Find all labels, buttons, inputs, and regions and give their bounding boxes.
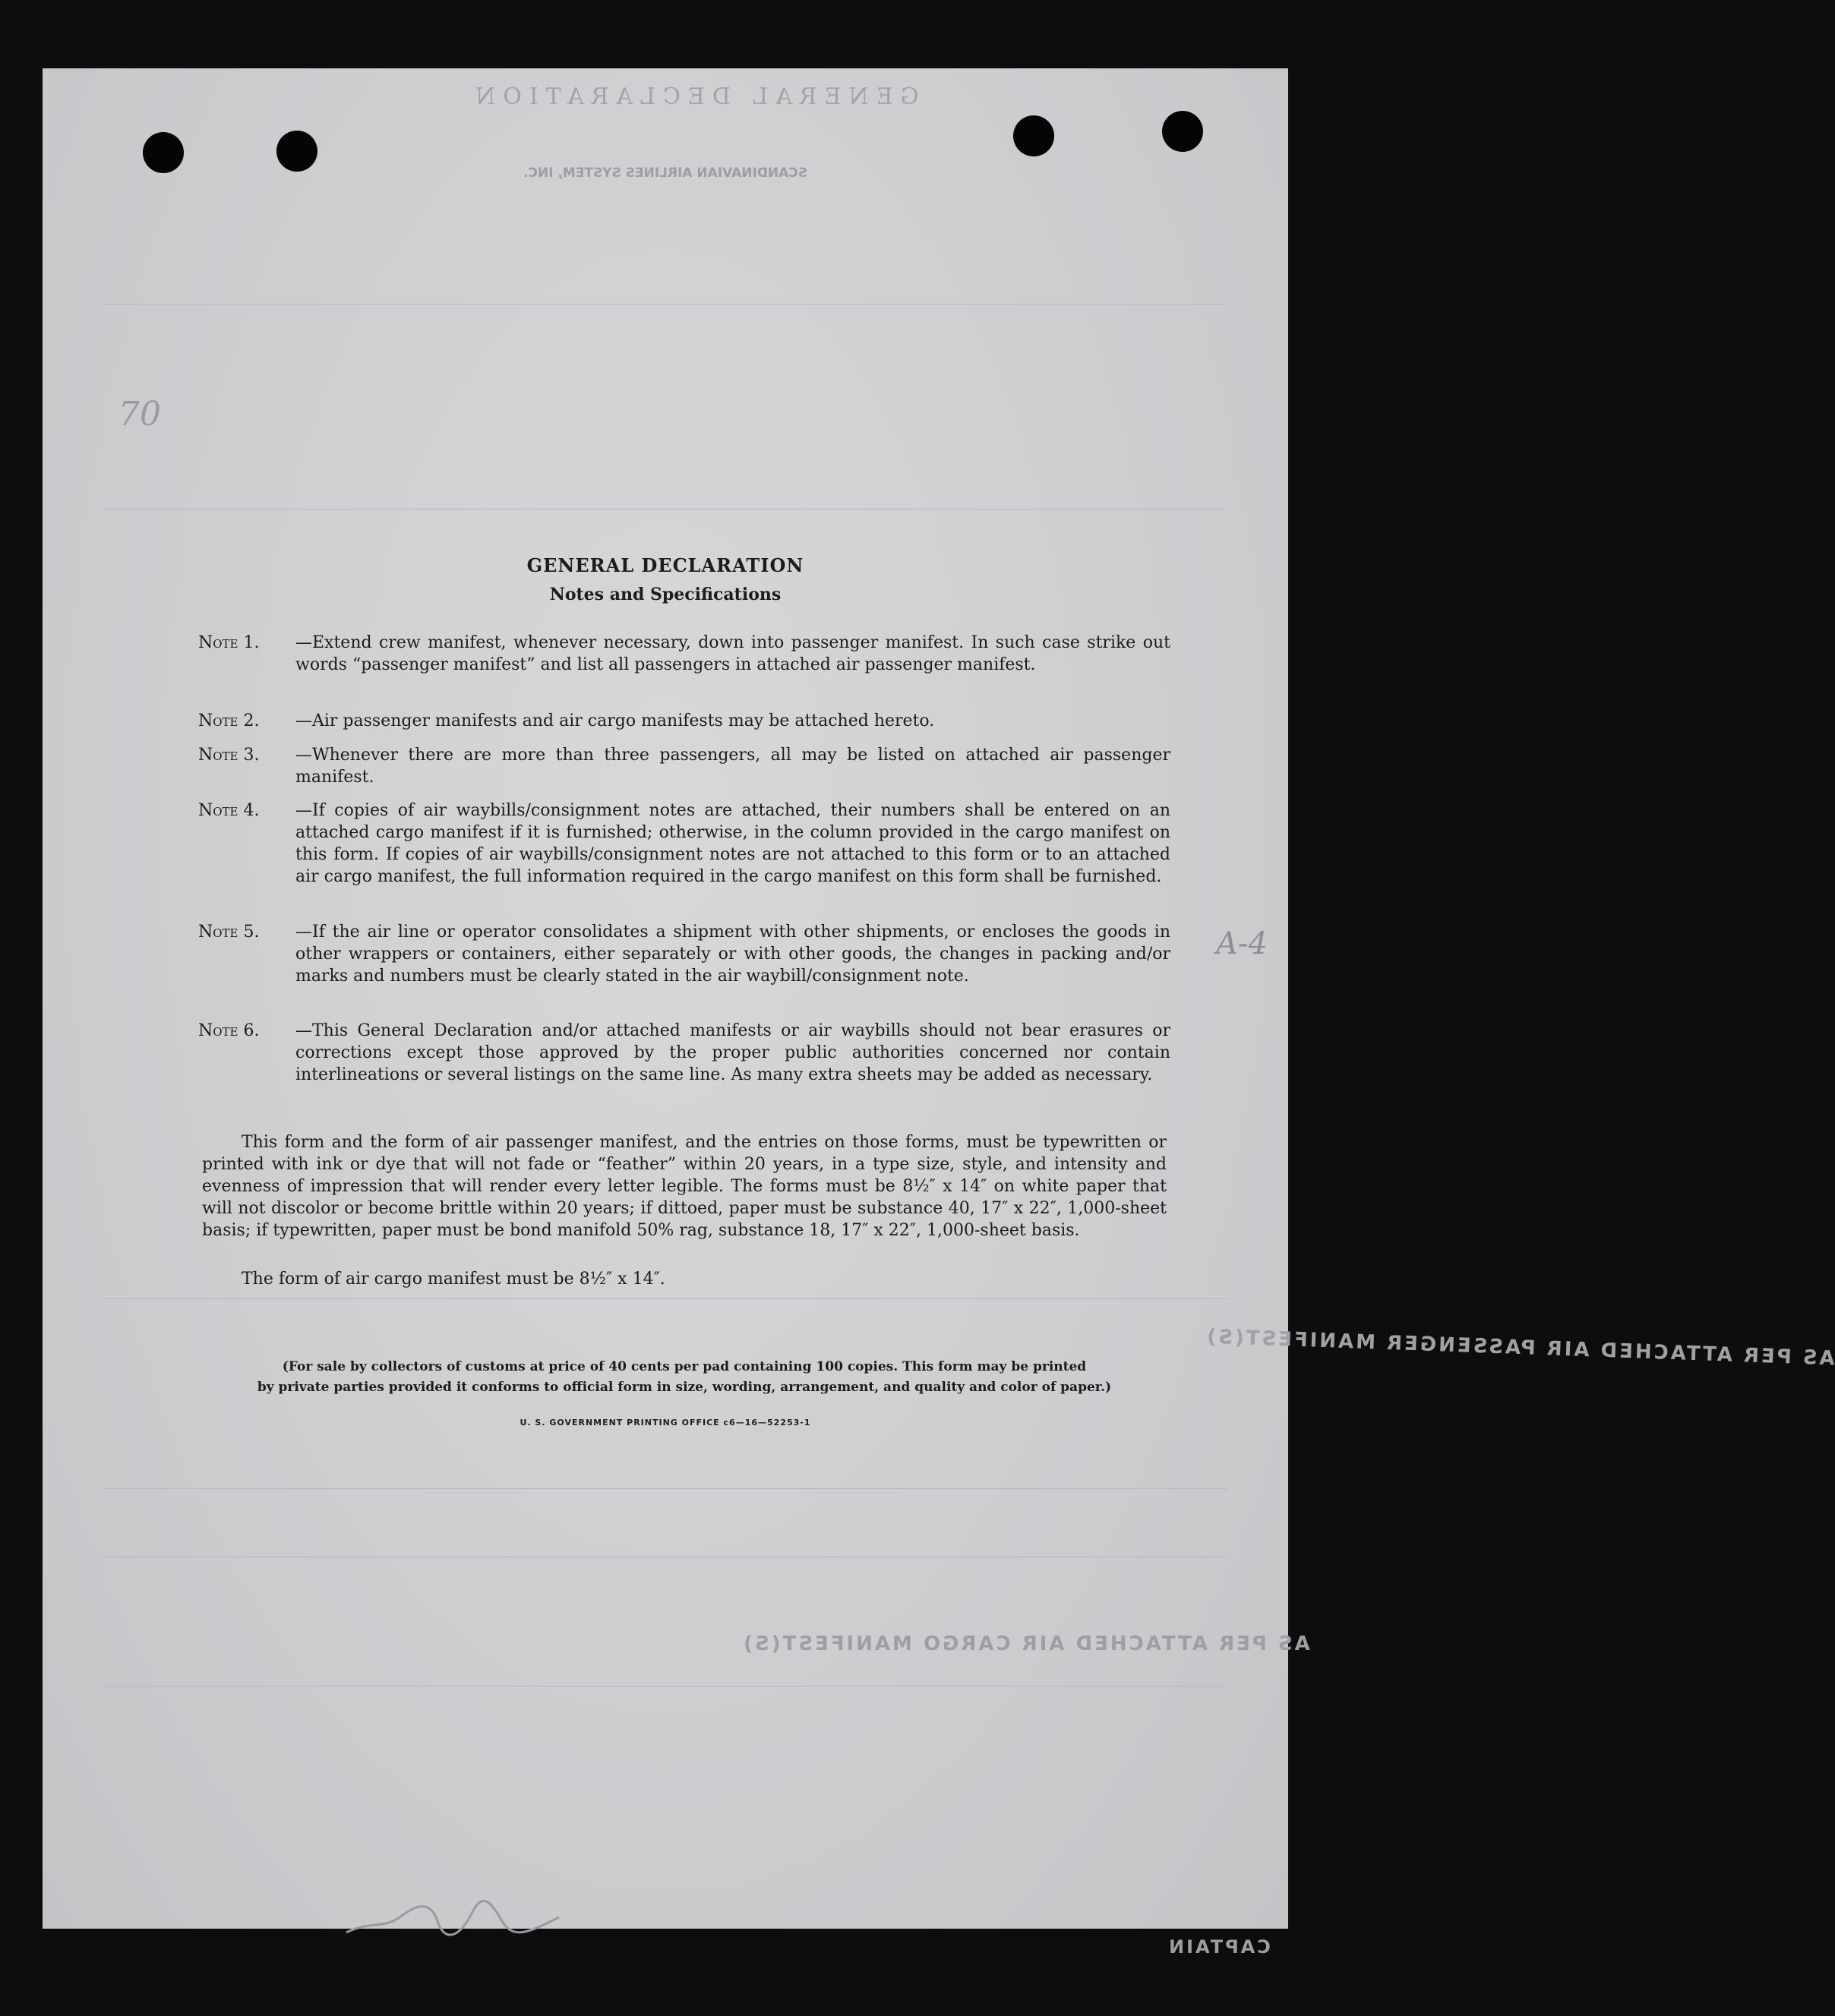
note-label: Note 2. [198, 711, 260, 730]
printing-office-line: U. S. GOVERNMENT PRINTING OFFICE c6—16—52253-1 [520, 1418, 811, 1428]
note-text: —This General Declaration and/or attached manifests or air waybills should not bear erasures or corrections except those approved by the proper public authorities concerned nor contain interlineations or several listings on the same line. As many extra sheets may be added as necessary. [295, 1021, 1170, 1084]
sale-notice-line-2: by private parties provided it conforms to official form in size, wording, arrangement, and quality and color of paper.) [257, 1380, 1112, 1395]
bleed-through-title: GENERAL DECLARATION [468, 84, 919, 110]
bleed-through-cargo-stamp: AS PER ATTACHED AIR CARGO MANIFEST(S) [741, 1633, 1310, 1655]
form-title: GENERAL DECLARATION [526, 554, 804, 576]
note-text: —If copies of air waybills/consignment notes are attached, their numbers shall be entered on an attached cargo manifest if it is furnished; otherwise, in the column provided in the cargo manifest on this form. If copies of air waybills/consignment notes are not attached to this form or to an attached air cargo manifest, the full information required in the cargo manifest on this form shall be furnished. [295, 801, 1170, 886]
bleed-rule [103, 1298, 1227, 1299]
punch-hole-right-2 [1162, 111, 1203, 152]
cargo-manifest-size: The form of air cargo manifest must be 8½″ x 14″. [242, 1270, 665, 1289]
note-label: Note 1. [198, 633, 260, 652]
note-label: Note 3. [198, 746, 260, 765]
note-4 [198, 800, 1170, 886]
note-text: —Air passenger manifests and air cargo manifests may be attached hereto. [295, 711, 935, 730]
sale-notice-line-1: (For sale by collectors of customs at price of 40 cents per pad containing 100 copies. This form may be printed [282, 1359, 1087, 1374]
paper-specification: This form and the form of air passenger manifest, and the entries on those forms, must be typewritten or printed with ink or dye that will not fade or “feather” within 20 years, in a type size, style, and intensity and evenness of impression that will render every letter legible. The forms must be 8½″ x 14″ on white paper that will not discolor or become brittle within 20 years; if dittoed, paper must be substance 40, 17″ x 22″, 1,000-sheet basis; if typewritten, paper must be bond manifold 50% rag, substance 18, 17″ x 22″, 1,000-sheet basis. [202, 1133, 1167, 1240]
note-5 [198, 921, 1170, 986]
note-6 [198, 1020, 1170, 1084]
note-1 [198, 632, 1170, 674]
note-label: Note 4. [198, 801, 260, 820]
document-page [43, 68, 1835, 1958]
bleed-rule [103, 1488, 1227, 1489]
note-3 [198, 744, 1170, 787]
signature-bleed [339, 1891, 567, 1944]
note-2 [198, 710, 1170, 732]
bleed-through-airline: SCANDINAVIAN AIRLINES SYSTEM, INC. [523, 166, 808, 181]
bleed-through-passenger-stamp: AS PER ATTACHED AIR PASSENGER MANIFEST(S) [1204, 1325, 1835, 1371]
bleed-through-captain: CAPTAIN [1167, 1936, 1271, 1958]
note-text: —Whenever there are more than three passengers, all may be listed on attached air passenger manifest. [295, 746, 1170, 787]
note-text: —If the air line or operator consolidates a shipment with other shipments, or encloses the goods in other wrappers or containers, either separately or with other goods, the changes in packing and/or marks and numbers must be clearly stated in the air waybill/consignment note. [295, 923, 1170, 986]
handwritten-mark: A-4 [1216, 926, 1268, 961]
bleed-rule [103, 509, 1227, 510]
punch-hole-right-1 [1013, 115, 1054, 156]
form-subtitle: Notes and Specifications [549, 585, 782, 604]
bleed-through-page-mark: 70 [118, 395, 161, 434]
note-label: Note 6. [198, 1021, 260, 1040]
note-text: —Extend crew manifest, whenever necessary, down into passenger manifest. In such case strike out words “passenger manifest” and list all passengers in attached air passenger manifest. [295, 633, 1170, 674]
note-label: Note 5. [198, 923, 260, 942]
